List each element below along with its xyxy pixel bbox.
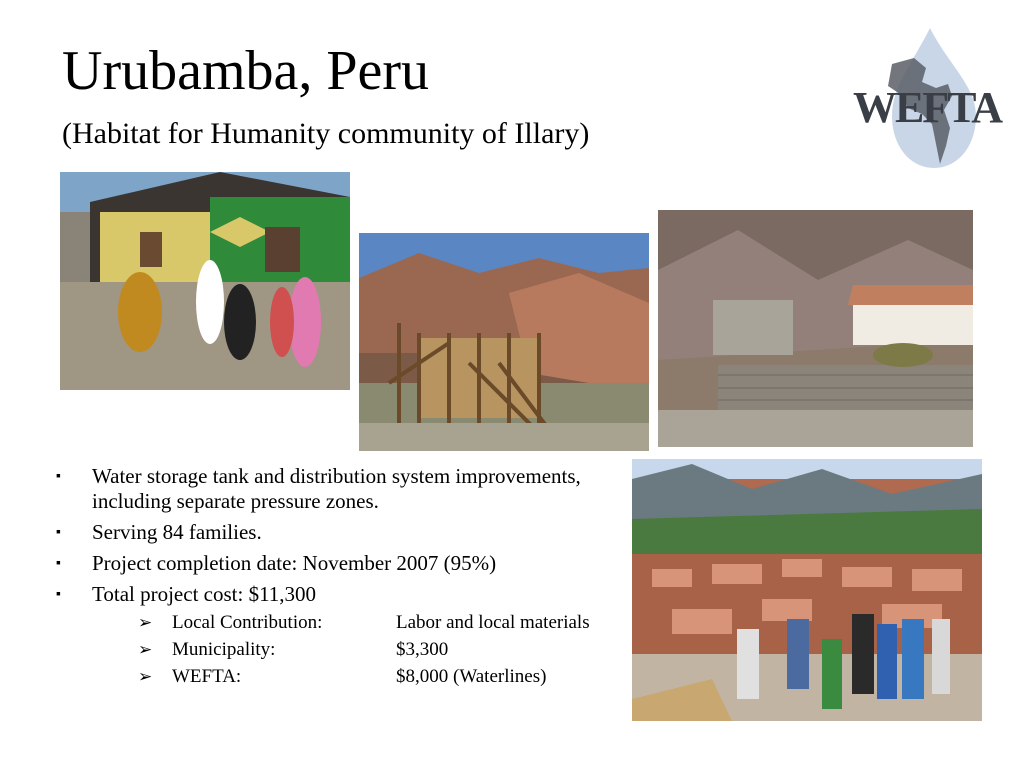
project-details-list xyxy=(56,464,626,696)
arrow-bullet-icon: ➢ xyxy=(138,613,153,632)
slide-subtitle: (Habitat for Humanity community of Illary) xyxy=(62,117,590,150)
square-bullet-icon: ▪ xyxy=(56,525,61,540)
cost-item xyxy=(138,663,626,690)
cost-value: $3,300 xyxy=(396,639,449,660)
cost-item xyxy=(138,609,626,636)
cost-label: Municipality: xyxy=(172,639,276,660)
bullet-text: Project completion date: November 2007 (95%) xyxy=(92,551,497,575)
wefta-logo xyxy=(852,24,1002,174)
arrow-bullet-icon: ➢ xyxy=(138,667,153,686)
cost-item xyxy=(138,636,626,663)
list-item xyxy=(56,464,626,514)
cost-value: $8,000 (Waterlines) xyxy=(396,666,547,687)
list-item xyxy=(56,551,626,576)
list-item xyxy=(56,582,626,690)
arrow-bullet-icon: ➢ xyxy=(138,640,153,659)
square-bullet-icon: ▪ xyxy=(56,469,61,484)
cost-value: Labor and local materials xyxy=(396,612,590,633)
photo-village-overlook xyxy=(632,459,982,721)
square-bullet-icon: ▪ xyxy=(56,587,61,602)
photo-completed-tank xyxy=(658,210,973,447)
list-item xyxy=(56,520,626,545)
square-bullet-icon: ▪ xyxy=(56,556,61,571)
bullet-text: Serving 84 families. xyxy=(92,520,262,544)
cost-label: WEFTA: xyxy=(172,666,242,687)
slide-title: Urubamba, Peru xyxy=(62,40,430,102)
cost-label: Local Contribution: xyxy=(172,612,323,633)
cost-breakdown-list xyxy=(138,609,626,690)
logo-text: WEFTA xyxy=(852,83,1002,132)
photo-villagers-digging xyxy=(60,172,350,390)
bullet-text: Water storage tank and distribution system improvements, including separate pressure zones. xyxy=(92,464,581,513)
photo-tank-construction xyxy=(359,233,649,451)
bullet-text: Total project cost: $11,300 xyxy=(92,582,317,606)
